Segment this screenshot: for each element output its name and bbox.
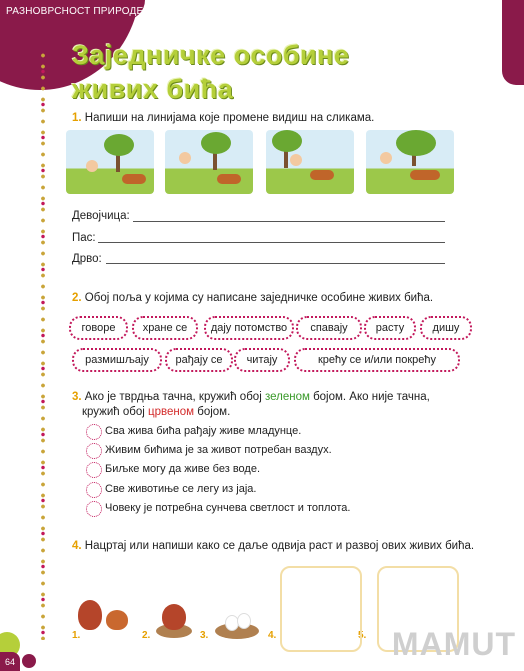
page-number: 64: [0, 652, 20, 671]
answer-line-tree[interactable]: [106, 263, 445, 264]
section-title: РАЗНОВРСНОСТ ПРИРОДЕ: [6, 6, 144, 17]
hen-on-nest-image: [156, 602, 194, 640]
title-line-1: Заједничке особине: [72, 40, 350, 70]
seq-4: 4.: [268, 630, 277, 641]
label-tree: Дрво:: [72, 253, 102, 265]
task4-number: 4.: [72, 540, 82, 552]
task4-question: [72, 540, 474, 552]
drawing-box-4[interactable]: [280, 566, 362, 652]
task1-question: [72, 112, 374, 124]
seq-5: 5.: [358, 630, 367, 641]
word-red: црвеном: [148, 406, 195, 418]
word-green: зеленом: [264, 391, 310, 403]
task2-number: 2.: [72, 292, 82, 304]
statement-4: Све животиње се легу из јаја.: [105, 483, 257, 495]
option-krecu-se[interactable]: крећу се и/или покрећу: [294, 348, 460, 372]
task1-text: Напиши на линијама које промене видиш на сликама.: [84, 112, 375, 124]
statement-3: Биљке могу да живе без воде.: [105, 463, 261, 475]
picture-1: [66, 130, 154, 194]
answer-circle-5[interactable]: [86, 501, 102, 517]
task3-text-a: Ако је тврдња тачна, кружић обој: [84, 391, 265, 403]
option-hrane-se[interactable]: хране се: [132, 316, 198, 340]
answer-line-girl[interactable]: [133, 221, 445, 222]
label-girl: Девојчица:: [72, 210, 130, 222]
picture-2: [165, 130, 253, 194]
task3-number: 3.: [72, 391, 82, 403]
answer-circle-4[interactable]: [86, 482, 102, 498]
task4-text: Нацртај или напиши како се даље одвија раст и развој ових живих бића.: [84, 540, 475, 552]
option-rastu[interactable]: расту: [364, 316, 416, 340]
task3-question: [72, 390, 462, 420]
page-title: [72, 38, 349, 106]
nest-with-eggs-image: [215, 605, 259, 641]
option-daju-potomstvo[interactable]: дају потомство: [204, 316, 294, 340]
option-govore[interactable]: говоре: [69, 316, 128, 340]
title-line-2: живих бића: [72, 74, 234, 104]
statement-5: Човеку је потребна сунчева светлост и топлота.: [105, 502, 351, 514]
task2-text: Обој поља у којима су написане заједничке особине живих бића.: [84, 292, 434, 304]
picture-4: [366, 130, 454, 194]
answer-line-dog[interactable]: [98, 242, 445, 243]
option-spavaju[interactable]: спавају: [296, 316, 362, 340]
seq-3: 3.: [200, 630, 209, 641]
task2-question: [72, 292, 433, 304]
statement-1: Сва жива бића рађају живе младунце.: [105, 425, 302, 437]
seq-2: 2.: [142, 630, 151, 641]
hen-and-rooster-image: [78, 596, 138, 640]
answer-circle-3[interactable]: [86, 462, 102, 478]
page-edge-tab: [502, 0, 524, 85]
dotted-border-accent: [40, 55, 46, 645]
option-razmishljaju[interactable]: размишљају: [72, 348, 162, 372]
seq-1: 1.: [72, 630, 81, 641]
answer-circle-1[interactable]: [86, 424, 102, 440]
task1-number: 1.: [72, 112, 82, 124]
option-dishu[interactable]: дишу: [420, 316, 472, 340]
statement-2: Живим бићима је за живот потребан ваздух.: [105, 444, 332, 456]
label-dog: Пас:: [72, 232, 96, 244]
picture-3: [266, 130, 354, 194]
watermark: MAMUT: [391, 626, 516, 662]
answer-circle-2[interactable]: [86, 443, 102, 459]
task3-text-c: кружић обој: [82, 406, 149, 418]
task3-text-b: бојом. Ако није тачна,: [309, 391, 430, 403]
option-radjaju-se[interactable]: рађају се: [165, 348, 233, 372]
deco-circle-magenta: [22, 654, 36, 668]
task3-text-d: бојом.: [194, 406, 231, 418]
option-chitaju[interactable]: читају: [234, 348, 290, 372]
